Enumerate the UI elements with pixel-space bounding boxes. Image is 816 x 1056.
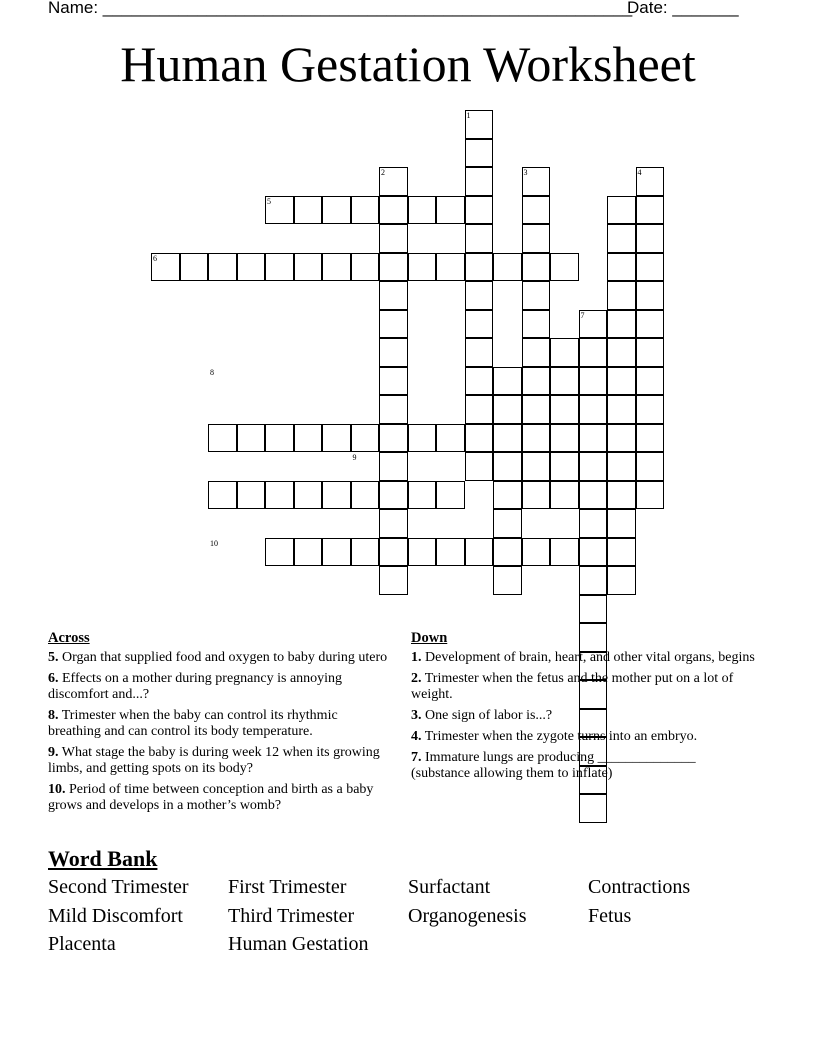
crossword-cell[interactable] <box>522 481 551 510</box>
crossword-cell[interactable] <box>636 367 665 396</box>
crossword-cell[interactable] <box>322 424 351 453</box>
crossword-cell[interactable] <box>408 424 437 453</box>
crossword-cell[interactable] <box>379 395 408 424</box>
crossword-cell[interactable] <box>265 424 294 453</box>
clue-number-label: 3 <box>523 168 528 177</box>
crossword-cell[interactable] <box>294 538 323 567</box>
crossword-cell[interactable] <box>322 253 351 282</box>
crossword-cell[interactable] <box>208 253 237 282</box>
clue-across-8: 8. Trimester when the baby can control its rhythmic breathing and can control its body temperature. <box>48 708 338 739</box>
crossword-cell[interactable] <box>607 196 636 225</box>
crossword-cell[interactable] <box>465 110 494 139</box>
crossword-cell[interactable] <box>522 281 551 310</box>
crossword-cell[interactable] <box>607 224 636 253</box>
crossword-cell[interactable] <box>579 395 608 424</box>
crossword-cell[interactable] <box>550 338 579 367</box>
crossword-cell[interactable] <box>522 224 551 253</box>
crossword-cell[interactable] <box>636 224 665 253</box>
crossword-cell[interactable] <box>436 196 465 225</box>
crossword-cell[interactable] <box>294 253 323 282</box>
date-line: Date: _______ <box>627 0 739 17</box>
crossword-cell[interactable] <box>465 224 494 253</box>
crossword-cell[interactable] <box>607 452 636 481</box>
crossword-cell[interactable] <box>208 481 237 510</box>
crossword-cell[interactable] <box>579 424 608 453</box>
crossword-cell[interactable] <box>379 224 408 253</box>
crossword-cell[interactable] <box>579 310 608 339</box>
crossword-cell[interactable] <box>322 481 351 510</box>
crossword-cell[interactable] <box>379 509 408 538</box>
crossword-cell[interactable] <box>636 424 665 453</box>
word-bank-item: Organogenesis <box>408 905 527 927</box>
clue-number-label: 5 <box>267 196 271 206</box>
clue-number-label: 2 <box>381 168 385 177</box>
crossword-cell[interactable] <box>436 481 465 510</box>
crossword-cell[interactable] <box>522 538 551 567</box>
crossword-cell[interactable] <box>379 310 408 339</box>
crossword-cell[interactable] <box>408 481 437 510</box>
crossword-cell[interactable] <box>579 481 608 510</box>
crossword-cell[interactable] <box>493 253 522 282</box>
across-heading: Across <box>48 630 90 646</box>
crossword-cell[interactable] <box>408 538 437 567</box>
crossword-cell[interactable] <box>465 281 494 310</box>
crossword-cell[interactable] <box>465 196 494 225</box>
clue-down-1: 1. Development of brain, heart, and other vital organs, begins <box>411 650 755 665</box>
word-bank-item: Fetus <box>588 905 632 927</box>
clue-number-label: 7 <box>580 310 585 320</box>
word-bank-title: Word Bank <box>48 846 158 871</box>
clue-across-9: 9. What stage the baby is during week 12 when its growing limbs, and getting spots on its body? <box>48 745 380 776</box>
crossword-cell[interactable] <box>636 395 665 424</box>
clue-across-5: 5. Organ that supplied food and oxygen to baby during utero <box>48 650 388 665</box>
crossword-cell[interactable] <box>493 566 522 595</box>
crossword-cell[interactable] <box>465 452 494 481</box>
crossword-cell[interactable] <box>522 367 551 396</box>
crossword-cell[interactable] <box>607 395 636 424</box>
crossword-cell[interactable] <box>579 538 608 567</box>
crossword-cell[interactable] <box>607 253 636 282</box>
crossword-cell[interactable] <box>607 481 636 510</box>
clue-across-6: 6. Effects on a mother during pregnancy is annoying discomfort and...? <box>48 671 343 702</box>
crossword-cell[interactable] <box>607 310 636 339</box>
word-bank-item: Surfactant <box>408 876 491 898</box>
clue-number-label: 10 <box>210 538 218 548</box>
crossword-cell[interactable] <box>465 253 494 282</box>
crossword-cell[interactable] <box>636 338 665 367</box>
crossword-cell[interactable] <box>522 253 551 282</box>
crossword-cell[interactable] <box>379 167 408 196</box>
crossword-cell[interactable] <box>493 452 522 481</box>
crossword-cell[interactable] <box>465 167 494 196</box>
crossword-cell[interactable] <box>237 253 266 282</box>
crossword-cell[interactable] <box>550 481 579 510</box>
crossword-cell[interactable] <box>636 196 665 225</box>
crossword-cell[interactable] <box>550 538 579 567</box>
crossword-cell[interactable] <box>607 538 636 567</box>
crossword-cell[interactable] <box>579 367 608 396</box>
clue-number-label: 4 <box>637 168 642 177</box>
crossword-cell[interactable] <box>579 509 608 538</box>
word-bank-item: Third Trimester <box>228 905 355 927</box>
crossword-cell[interactable] <box>550 452 579 481</box>
crossword-cell[interactable] <box>351 538 380 567</box>
crossword-cell[interactable] <box>379 481 408 510</box>
crossword-cell[interactable] <box>465 367 494 396</box>
crossword-cell[interactable] <box>636 167 665 196</box>
crossword-cell[interactable] <box>550 367 579 396</box>
crossword-cell[interactable] <box>522 395 551 424</box>
crossword-cell[interactable] <box>465 310 494 339</box>
crossword-cell[interactable] <box>436 538 465 567</box>
crossword-cell[interactable] <box>379 538 408 567</box>
word-bank-item: Mild Discomfort <box>48 905 183 927</box>
crossword-cell[interactable] <box>351 253 380 282</box>
crossword-cell[interactable] <box>607 424 636 453</box>
crossword-cell[interactable] <box>493 367 522 396</box>
crossword-cell[interactable] <box>579 338 608 367</box>
crossword-cell[interactable] <box>379 253 408 282</box>
crossword-cell[interactable] <box>351 481 380 510</box>
crossword-cell[interactable] <box>579 452 608 481</box>
crossword-cell[interactable] <box>493 481 522 510</box>
crossword-cell[interactable] <box>465 424 494 453</box>
crossword-cell[interactable] <box>265 196 294 225</box>
clue-across-10: 10. Period of time between conception and birth as a baby grows and develops in a mother’s womb? <box>48 782 374 813</box>
crossword-cell[interactable] <box>579 566 608 595</box>
crossword-cell[interactable] <box>408 196 437 225</box>
crossword-cell[interactable] <box>607 338 636 367</box>
crossword-cell[interactable] <box>265 253 294 282</box>
crossword-cell[interactable] <box>493 509 522 538</box>
crossword-cell[interactable] <box>607 281 636 310</box>
crossword-cell[interactable] <box>379 566 408 595</box>
crossword-cell[interactable] <box>180 253 209 282</box>
page-title: Human Gestation Worksheet <box>120 36 696 92</box>
clue-down-4: 4. Trimester when the zygote turns into an embryo. <box>411 729 698 744</box>
word-bank-item: Second Trimester <box>48 876 189 898</box>
crossword-cell[interactable] <box>322 538 351 567</box>
crossword-cell[interactable] <box>522 452 551 481</box>
word-bank-item: Human Gestation <box>228 933 369 955</box>
crossword-cell[interactable] <box>636 253 665 282</box>
crossword-cell[interactable] <box>522 196 551 225</box>
crossword-cell[interactable] <box>636 281 665 310</box>
word-bank-item: Placenta <box>48 933 116 955</box>
crossword-cell[interactable] <box>493 424 522 453</box>
crossword-cell[interactable] <box>379 452 408 481</box>
crossword-cell[interactable] <box>379 281 408 310</box>
crossword-cell[interactable] <box>607 367 636 396</box>
clue-down-3: 3. One sign of labor is...? <box>411 708 553 723</box>
crossword-cell[interactable] <box>351 196 380 225</box>
word-bank-item: Contractions <box>588 876 691 898</box>
crossword-cell[interactable] <box>465 538 494 567</box>
crossword-cell[interactable] <box>294 481 323 510</box>
crossword-cell[interactable] <box>208 424 237 453</box>
crossword-cell[interactable] <box>493 538 522 567</box>
crossword-cell[interactable] <box>379 424 408 453</box>
crossword-cell[interactable] <box>436 253 465 282</box>
crossword-cell[interactable] <box>636 310 665 339</box>
crossword-cell[interactable] <box>379 367 408 396</box>
crossword-cell[interactable] <box>237 424 266 453</box>
crossword-cell[interactable] <box>351 424 380 453</box>
crossword-cell[interactable] <box>522 338 551 367</box>
clue-number-label: 9 <box>352 453 357 462</box>
clue-number-label: 1 <box>466 111 471 120</box>
word-bank-item: First Trimester <box>228 876 347 898</box>
clue-number-label: 8 <box>210 367 214 377</box>
crossword-cell[interactable] <box>322 196 351 225</box>
crossword-cell[interactable] <box>636 452 665 481</box>
crossword-cell[interactable] <box>522 424 551 453</box>
down-heading: Down <box>411 630 448 646</box>
crossword-cell[interactable] <box>265 538 294 567</box>
crossword-cell[interactable] <box>265 481 294 510</box>
name-line: Name: ________________________________________________________ <box>48 0 633 17</box>
crossword-cell[interactable] <box>408 253 437 282</box>
down-clues <box>411 630 756 787</box>
crossword-cell[interactable] <box>294 424 323 453</box>
crossword-cell[interactable] <box>436 424 465 453</box>
clue-down-7: 7. Immature lungs are producing ______________ (substance allowing them to inflate) <box>411 750 696 781</box>
crossword-cell[interactable] <box>379 338 408 367</box>
crossword-cell[interactable] <box>294 196 323 225</box>
crossword-cell[interactable] <box>237 481 266 510</box>
crossword-cell[interactable] <box>522 310 551 339</box>
crossword-cell[interactable] <box>465 139 494 168</box>
across-clues <box>48 630 393 819</box>
crossword-cell[interactable] <box>522 167 551 196</box>
crossword-cell[interactable] <box>550 253 579 282</box>
crossword-cell[interactable] <box>579 794 608 823</box>
clue-number-label: 6 <box>153 253 157 263</box>
crossword-cell[interactable] <box>550 395 579 424</box>
crossword-cell[interactable] <box>607 566 636 595</box>
crossword-cell[interactable] <box>151 253 180 282</box>
crossword-cell[interactable] <box>465 395 494 424</box>
crossword-cell[interactable] <box>379 196 408 225</box>
crossword-cell[interactable] <box>579 595 608 624</box>
crossword-cell[interactable] <box>607 509 636 538</box>
crossword-cell[interactable] <box>493 395 522 424</box>
clue-down-2: 2. Trimester when the fetus and the mother put on a lot of weight. <box>411 671 734 702</box>
crossword-cell[interactable] <box>550 424 579 453</box>
crossword-cell[interactable] <box>465 338 494 367</box>
crossword-cell[interactable] <box>636 481 665 510</box>
